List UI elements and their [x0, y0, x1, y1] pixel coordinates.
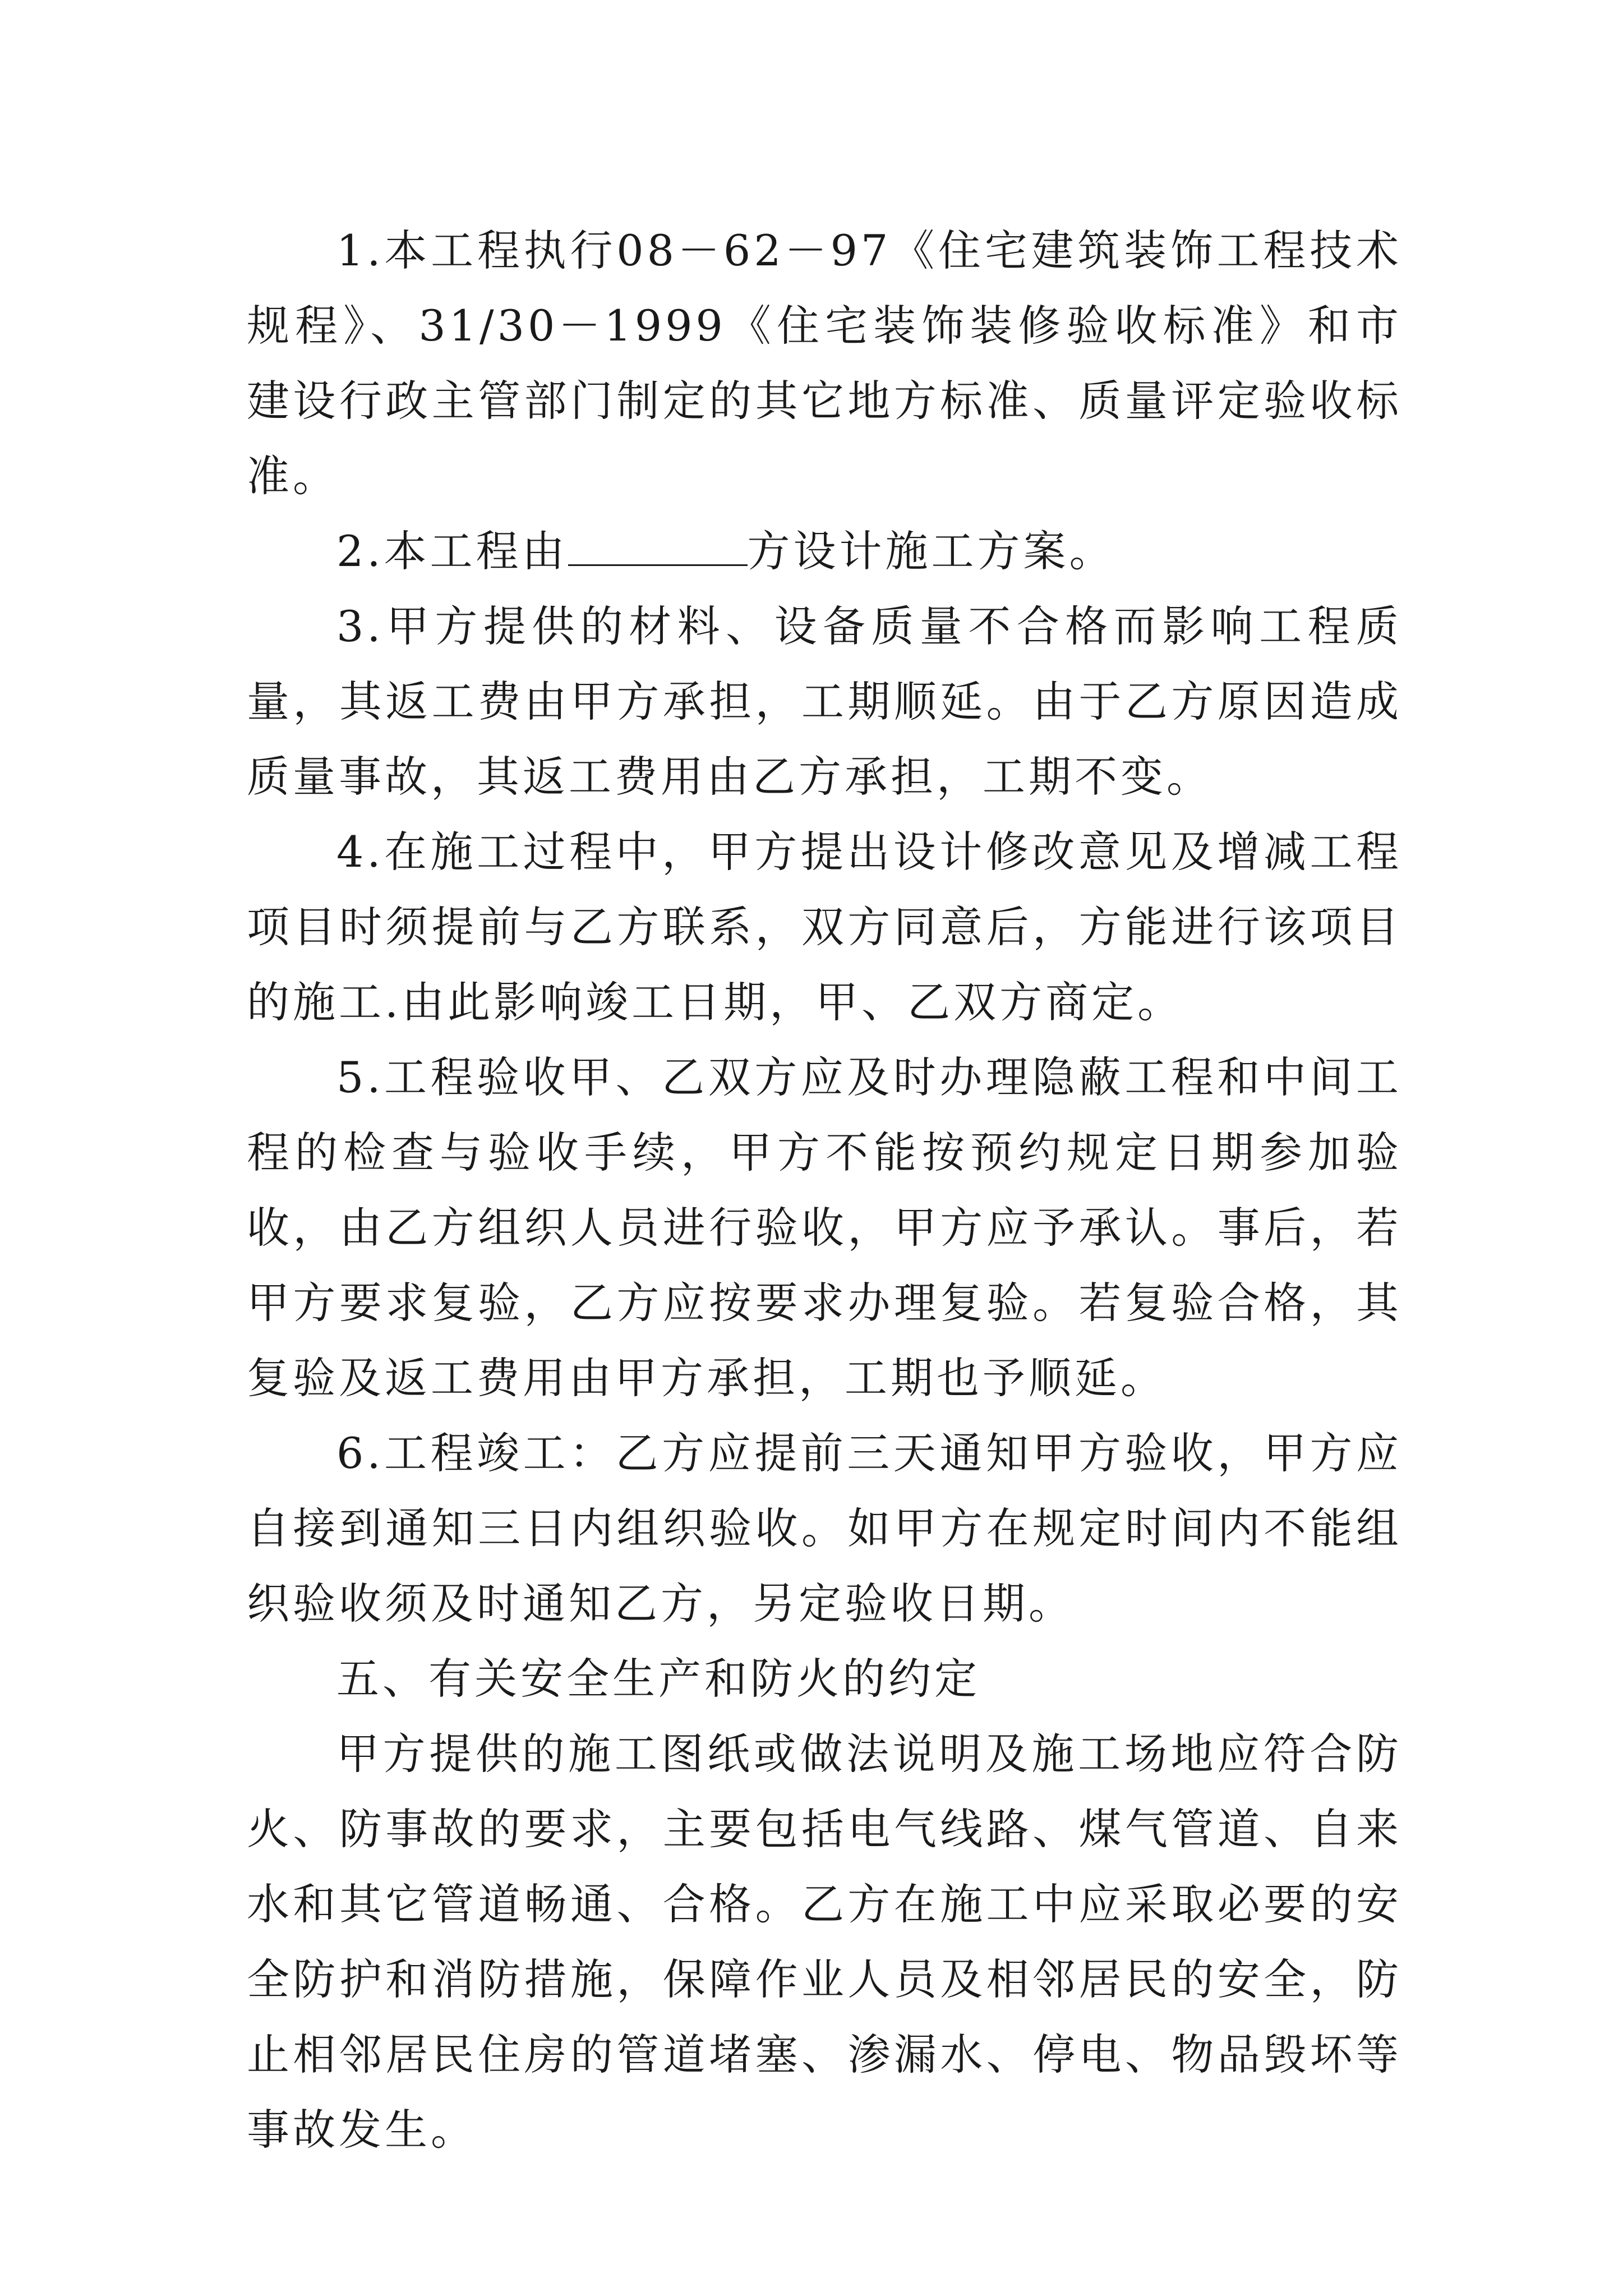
document-page — [247, 213, 1402, 2168]
clause-2-text-before: 2.本工程由 — [336, 526, 568, 576]
clause-6-paragraph: 6.工程竣工：乙方应提前三天通知甲方验收，甲方应自接到通知三日内组织验收。如甲方在规定时间内不能组织验收须及时通知乙方，另定验收日期。 — [247, 1428, 1402, 1628]
safety-paragraph: 甲方提供的施工图纸或做法说明及施工场地应符合防火、防事故的要求，主要包括电气线路、煤气管道、自来水和其它管道畅通、合格。乙方在施工中应采取必要的安全防护和消防措施，保障作业人员及相邻居民的安全，防止相邻居民住房的管道堵塞、渗漏水、停电、物品毁坏等事故发生。 — [247, 1729, 1402, 2155]
clause-4-paragraph: 4.在施工过程中，甲方提出设计修改意见及增减工程项目时须提前与乙方联系，双方同意后，方能进行该项目的施工.由此影响竣工日期，甲、乙双方商定。 — [247, 827, 1402, 1027]
clause-5-paragraph: 5.工程验收甲、乙双方应及时办理隐蔽工程和中间工程的检查与验收手续，甲方不能按预约规定日期参加验收，由乙方组织人员进行验收，甲方应予承认。事后，若甲方要求复验，乙方应按要求办理复验。若复验合格，其复验及返工费用由甲方承担，工期也予顺延。 — [247, 1052, 1402, 1403]
clause-2-text-after: 方设计施工方案。 — [747, 526, 1115, 576]
clause-3-paragraph: 3.甲方提供的材料、设备质量不合格而影响工程质量，其返工费由甲方承担，工期顺延。由于乙方原因造成质量事故，其返工费用由乙方承担，工期不变。 — [247, 601, 1402, 802]
clause-1-paragraph: 1.本工程执行08－62－97《住宅建筑装饰工程技术规程》、31/30－1999《住宅装饰装修验收标准》和市建设行政主管部门制定的其它地方标准、质量评定验收标准。 — [247, 226, 1402, 501]
fill-in-blank[interactable] — [568, 521, 748, 566]
clause-2-paragraph — [247, 514, 1402, 589]
section-5-heading: 五、有关安全生产和防火的约定 — [336, 1654, 980, 1704]
